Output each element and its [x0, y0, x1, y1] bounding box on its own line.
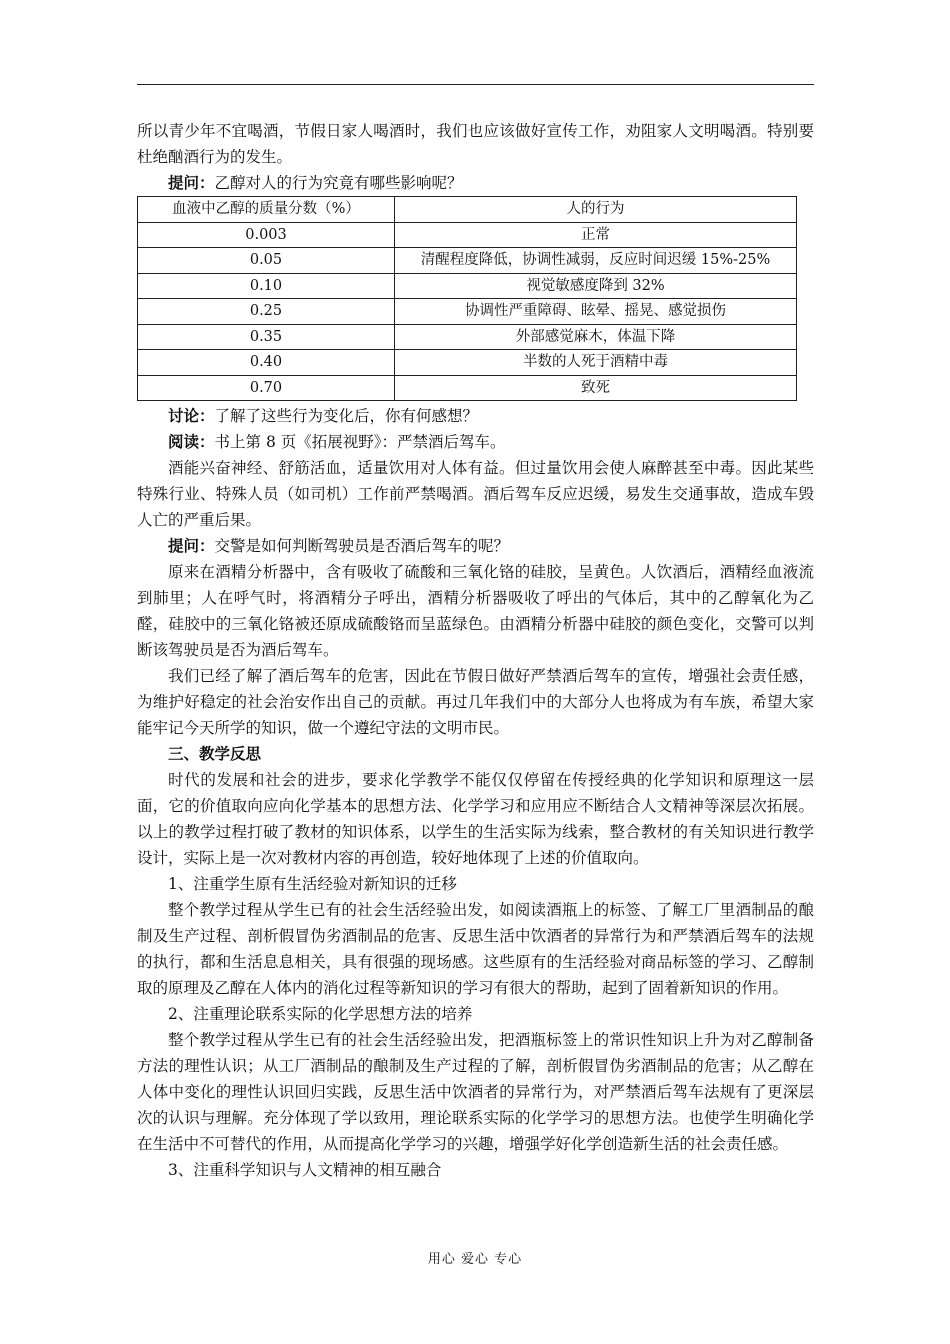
- analyzer-paragraph: 原来在酒精分析器中，含有吸收了硫酸和三氧化铬的硅胶，呈黄色。人饮酒后，酒精经血液流到肺里；人在呼气时，将酒精分子呼出，酒精分析器吸收了呼出的气体后，其中的乙醇氧化为乙醛，硅胶中的三氧化铬被还原成硫酸铬而呈蓝绿色。由酒精分析器中硅胶的颜色变化，交警可以判断该驾驶员是否为酒后驾车。: [137, 563, 814, 659]
- table-row: [138, 299, 797, 325]
- table-row: [138, 324, 797, 350]
- table-row: [138, 350, 797, 376]
- question-2: 提问：交警是如何判断驾驶员是否酒后驾车的呢？: [168, 536, 510, 555]
- table-cell: 0.10: [138, 273, 395, 299]
- table-header-row: [138, 197, 797, 223]
- table-cell: 0.25: [138, 299, 395, 325]
- table-cell: 0.40: [138, 350, 395, 376]
- reading: 阅读：书上第 8 页《拓展视野》：严禁酒后驾车。: [168, 432, 506, 451]
- table-cell: 致死: [395, 375, 797, 401]
- table-cell: 视觉敏感度降到 32%: [395, 273, 797, 299]
- subheading-3: 3、注重科学知识与人文精神的相互融合: [168, 1161, 442, 1179]
- table-header-cell: 人的行为: [395, 197, 797, 223]
- table-cell: 0.70: [138, 375, 395, 401]
- subheading-2-paragraph: 整个教学过程从学生已有的社会生活经验出发，把酒瓶标签上的常识性知识上升为对乙醇制备方法的理性认识；从工厂酒制品的酿制及生产过程的了解，剖析假冒伪劣酒制品的危害；从乙醇在人体中变化的理性认识回归实践，反思生活中饮酒者的异常行为，对严禁酒后驾车法规有了更深层次的认识与理解。充分体现了学以致用，理论联系实际的化学学习的思想方法。也使学生明确化学在生活中不可替代的作用，从而提高化学学习的兴趣，增强学好化学创造新生活的社会责任感。: [137, 1031, 814, 1153]
- subheading-1: 1、注重学生原有生活经验对新知识的迁移: [168, 875, 457, 893]
- subheading-1-paragraph: 整个教学过程从学生已有的社会生活经验出发，如阅读酒瓶上的标签、了解工厂里酒制品的酿制及生产过程、剖析假冒伪劣酒制品的危害、反思生活中饮酒者的异常行为和严禁酒后驾车的法规的执行，都和生活息息相关，具有很强的现场感。这些原有的生活经验对商品标签的学习、乙醇制取的原理及乙醇在人体内的消化过程等新知识的学习有很大的帮助，起到了固着新知识的作用。: [137, 901, 814, 997]
- alcohol-effects-table: [137, 196, 797, 401]
- table-cell: 半数的人死于酒精中毒: [395, 350, 797, 376]
- table-cell: 外部感觉麻木，体温下降: [395, 324, 797, 350]
- question-1: 提问：乙醇对人的行为究竟有哪些影响呢？: [168, 173, 463, 192]
- discussion: 讨论：了解了这些行为变化后，你有何感想？: [168, 406, 479, 425]
- table-row: [138, 375, 797, 401]
- subheading-2: 2、注重理论联系实际的化学思想方法的培养: [168, 1005, 473, 1023]
- table-cell: 协调性严重障碍、眩晕、摇晃、感觉损伤: [395, 299, 797, 325]
- wine-paragraph: 酒能兴奋神经、舒筋活血，适量饮用对人体有益。但过量饮用会使人麻醉甚至中毒。因此某些特殊行业、特殊人员（如司机）工作前严禁喝酒。酒后驾车反应迟缓，易发生交通事故，造成车毁人亡的严重后果。: [137, 459, 814, 529]
- header-rule: [137, 84, 814, 85]
- section-heading: 三、教学反思: [168, 744, 262, 763]
- table-cell: 0.05: [138, 248, 395, 274]
- reflection-paragraph: 时代的发展和社会的进步，要求化学教学不能仅仅停留在传授经典的化学知识和原理这一层面，它的价值取向应向化学基本的思想方法、化学学习和应用应不断结合人文精神等深层次拓展。以上的教学过程打破了教材的知识体系，以学生的生活实际为线索，整合教材的有关知识进行教学设计，实际上是一次对教材内容的再创造，较好地体现了上述的价值取向。: [137, 771, 814, 867]
- table-cell: 正常: [395, 222, 797, 248]
- conclusion-paragraph: 我们已经了解了酒后驾车的危害，因此在节假日做好严禁酒后驾车的宣传，增强社会责任感，为维护好稳定的社会治安作出自己的贡献。再过几年我们中的大部分人也将成为有车族，希望大家能牢记今天所学的知识，做一个遵纪守法的文明市民。: [137, 667, 814, 737]
- table-cell: 清醒程度降低，协调性减弱，反应时间迟缓 15%-25%: [395, 248, 797, 274]
- table-cell: 0.003: [138, 222, 395, 248]
- table-row: [138, 273, 797, 299]
- table-header-cell: 血液中乙醇的质量分数（%）: [138, 197, 395, 223]
- table-cell: 0.35: [138, 324, 395, 350]
- page-footer: 用心 爱心 专心: [427, 1252, 523, 1267]
- intro-paragraph: 所以青少年不宜喝酒，节假日家人喝酒时，我们也应该做好宣传工作，劝阻家人文明喝酒。特别要杜绝酗酒行为的发生。: [137, 122, 814, 166]
- table-row: [138, 248, 797, 274]
- document-body: [137, 118, 814, 1183]
- table-row: [138, 222, 797, 248]
